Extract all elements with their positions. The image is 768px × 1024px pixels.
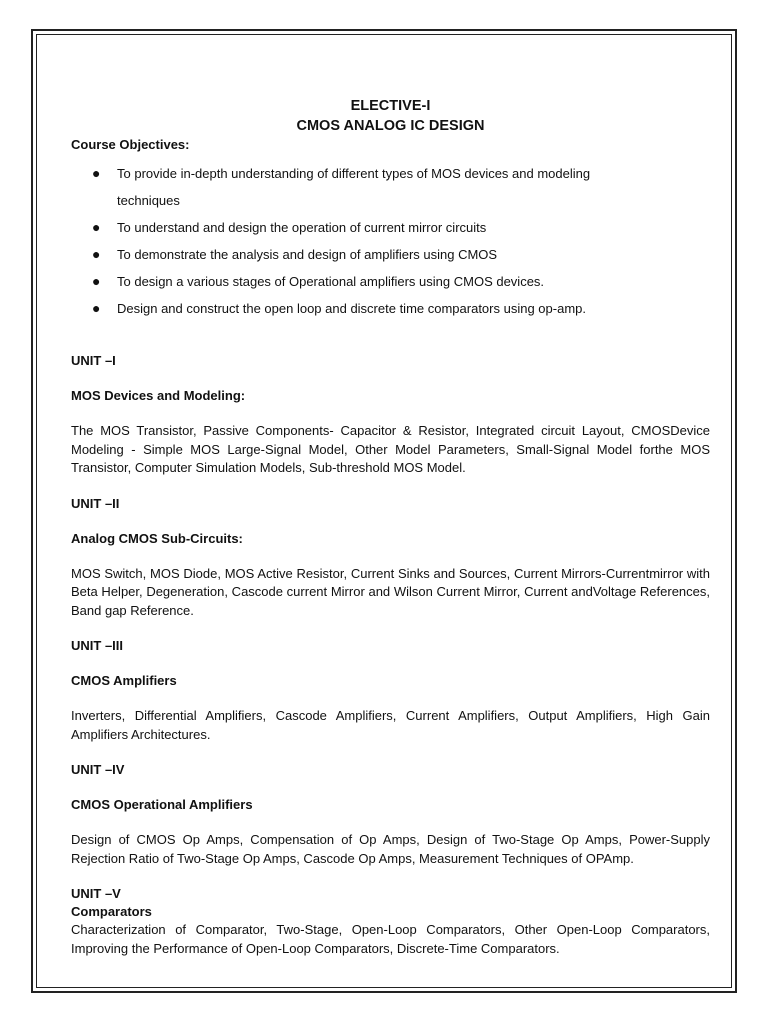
bullet-icon: ● (92, 246, 101, 262)
unit-5-body: Characterization of Comparator, Two-Stage, Open-Loop Comparators, Other Open-Loop Comparators, Improving the Performance of Open-Loop Comparators, Discrete-Time Comparators. (71, 922, 710, 956)
course-title: CMOS ANALOG IC DESIGN (296, 118, 485, 134)
unit-2-label: UNIT –II (71, 495, 120, 511)
unit-4-body: Design of CMOS Op Amps, Compensation of Op Amps, Design of Two-Stage Op Amps, Power-Supply Rejection Ratio of Two-Stage Op Amps, Cascode Op Amps, Measurement Techniques of OPAmp. (71, 832, 710, 866)
unit-1-label: UNIT –I (71, 353, 116, 368)
unit-2-body: MOS Switch, MOS Diode, MOS Active Resistor, Current Sinks and Sources, Current Mirrors-Currentmirror with Beta Helper, Degeneration, Cascode current Mirror and Wilson Current Mirror, Current andVoltage References, Band gap Reference. (71, 565, 710, 618)
unit-5-label: UNIT –V (71, 886, 121, 901)
document-body (71, 96, 710, 958)
bullet-icon: ● (92, 165, 101, 181)
unit-3-heading: CMOS Amplifiers (71, 673, 177, 688)
list-item: ● To design a various stages of Operational amplifiers using CMOS devices. (71, 268, 710, 295)
bullet-icon: ● (92, 273, 101, 289)
list-item: ● To understand and design the operation of current mirror circuits (71, 214, 710, 241)
unit-1-body: The MOS Transistor, Passive Components- Capacitor & Resistor, Integrated circuit Layout, CMOSDevice Modeling - Simple MOS Large-Signal Model, Other Model Parameters, Small-Signal Model forthe MOS Transistor, Computer Simulation Models, Sub-threshold MOS Model. (71, 423, 710, 475)
unit-4-label: UNIT –IV (71, 762, 125, 777)
objectives-heading: Course Objectives: (71, 137, 190, 152)
bullet-icon: ● (92, 300, 101, 316)
unit-2-heading: Analog CMOS Sub-Circuits: (71, 530, 243, 546)
unit-4-heading: CMOS Operational Amplifiers (71, 797, 253, 812)
objectives-list (71, 160, 710, 322)
list-item: ● To provide in-depth understanding of different types of MOS devices and modeling techniques (71, 160, 710, 214)
bullet-icon: ● (92, 219, 101, 235)
elective-heading: ELECTIVE-I (350, 98, 431, 114)
unit-3-label: UNIT –III (71, 638, 124, 653)
unit-1-heading: MOS Devices and Modeling: (71, 388, 246, 403)
list-item: ● Design and construct the open loop and discrete time comparators using op-amp. (71, 295, 710, 322)
list-item: ● To demonstrate the analysis and design of amplifiers using CMOS (71, 241, 710, 268)
unit-5-heading: Comparators (71, 904, 152, 919)
unit-3-body: Inverters, Differential Amplifiers, Cascode Amplifiers, Current Amplifiers, Output Amplifiers, High Gain Amplifiers Architectures. (71, 708, 710, 742)
